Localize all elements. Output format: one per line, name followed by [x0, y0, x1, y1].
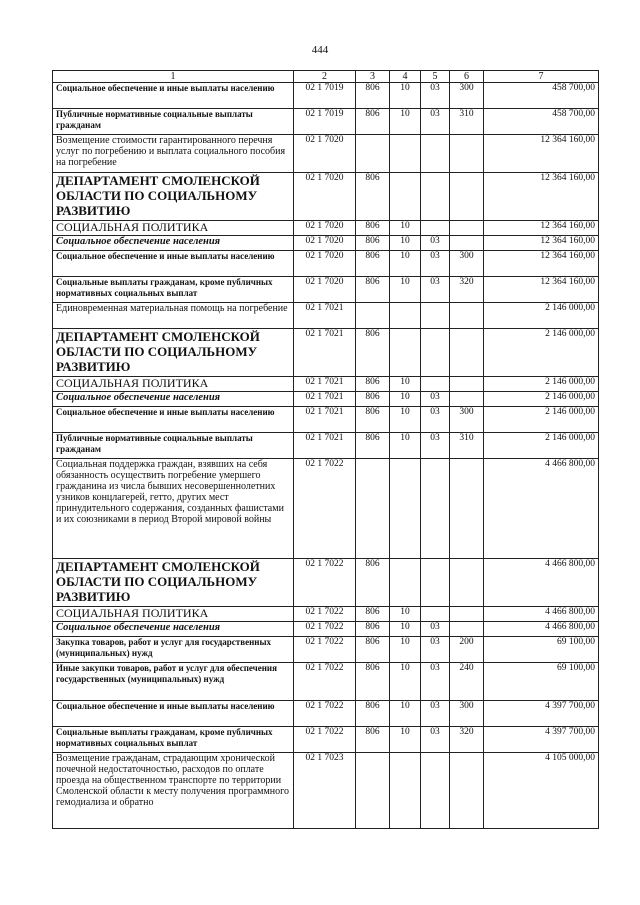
- table-row: [53, 303, 599, 329]
- row-subsection-cell: 03: [421, 251, 450, 277]
- row-ministry-cell: [356, 135, 390, 173]
- row-name-cell: Социальные выплаты гражданам, кроме публичных нормативных социальных выплат: [53, 277, 294, 303]
- table-row: [53, 559, 599, 607]
- row-amount-cell: 69 100,00: [484, 637, 599, 663]
- row-name-cell: ДЕПАРТАМЕНТ СМОЛЕНСКОЙ ОБЛАСТИ ПО СОЦИАЛЬНОМУ РАЗВИТИЮ: [53, 173, 294, 221]
- row-amount-cell: 69 100,00: [484, 663, 599, 701]
- table-row: [53, 727, 599, 753]
- row-ministry-cell: 806: [356, 109, 390, 135]
- row-section-cell: 10: [390, 109, 421, 135]
- row-ministry-cell: 806: [356, 727, 390, 753]
- row-code-cell: 02 1 7020: [294, 251, 356, 277]
- row-code-cell: 02 1 7022: [294, 622, 356, 637]
- row-amount-cell: 12 364 160,00: [484, 251, 599, 277]
- row-subsection-cell: 03: [421, 433, 450, 459]
- row-amount-cell: 4 397 700,00: [484, 701, 599, 727]
- row-name-cell: Социальное обеспечение населения: [53, 622, 294, 637]
- row-amount-cell: 4 466 800,00: [484, 622, 599, 637]
- row-section-cell: [390, 173, 421, 221]
- row-section-cell: [390, 559, 421, 607]
- row-code-cell: 02 1 7021: [294, 377, 356, 392]
- row-expense-type-cell: [450, 329, 484, 377]
- row-name-cell: СОЦИАЛЬНАЯ ПОЛИТИКА: [53, 377, 294, 392]
- row-amount-cell: 12 364 160,00: [484, 221, 599, 236]
- header-cell-subsection: 5: [421, 71, 450, 83]
- row-code-cell: 02 1 7021: [294, 303, 356, 329]
- page-number: 444: [311, 44, 329, 56]
- row-subsection-cell: 03: [421, 663, 450, 701]
- row-ministry-cell: 806: [356, 392, 390, 407]
- row-name-cell: Социальное обеспечение и иные выплаты населению: [53, 701, 294, 727]
- row-expense-type-cell: [450, 173, 484, 221]
- header-row: [53, 71, 599, 83]
- row-code-cell: 02 1 7020: [294, 221, 356, 236]
- header-cell-section: 4: [390, 71, 421, 83]
- row-section-cell: 10: [390, 83, 421, 109]
- row-expense-type-cell: [450, 459, 484, 559]
- row-subsection-cell: [421, 329, 450, 377]
- row-code-cell: 02 1 7022: [294, 663, 356, 701]
- row-name-cell: Публичные нормативные социальные выплаты гражданам: [53, 109, 294, 135]
- row-name-cell: ДЕПАРТАМЕНТ СМОЛЕНСКОЙ ОБЛАСТИ ПО СОЦИАЛЬНОМУ РАЗВИТИЮ: [53, 329, 294, 377]
- row-name-cell: Социальное обеспечение и иные выплаты населению: [53, 83, 294, 109]
- table-row: [53, 637, 599, 663]
- row-subsection-cell: 03: [421, 407, 450, 433]
- row-amount-cell: 12 364 160,00: [484, 236, 599, 251]
- table-row: [53, 277, 599, 303]
- row-subsection-cell: 03: [421, 83, 450, 109]
- row-name-cell: Иные закупки товаров, работ и услуг для обеспечения государственных (муниципальных) нужд: [53, 663, 294, 701]
- row-section-cell: 10: [390, 607, 421, 622]
- table-row: [53, 407, 599, 433]
- row-code-cell: 02 1 7022: [294, 727, 356, 753]
- row-name-cell: Социальная поддержка граждан, взявших на себя обязанность осуществить погребение умершего гражданина из числа бывших несовершеннолетних узников концлагерей, гетто, других мест принудительного содержания, созданных фашистами и их союзниками в период Второй мировой войны: [53, 459, 294, 559]
- row-ministry-cell: 806: [356, 607, 390, 622]
- row-expense-type-cell: [450, 392, 484, 407]
- row-code-cell: 02 1 7022: [294, 701, 356, 727]
- row-code-cell: 02 1 7022: [294, 559, 356, 607]
- header-cell-name: 1: [53, 71, 294, 83]
- table-row: [53, 173, 599, 221]
- row-amount-cell: 2 146 000,00: [484, 407, 599, 433]
- row-expense-type-cell: [450, 221, 484, 236]
- table-row: [53, 622, 599, 637]
- row-subsection-cell: [421, 135, 450, 173]
- row-section-cell: [390, 135, 421, 173]
- row-amount-cell: 12 364 160,00: [484, 277, 599, 303]
- row-amount-cell: 4 466 800,00: [484, 559, 599, 607]
- row-ministry-cell: 806: [356, 221, 390, 236]
- row-expense-type-cell: 310: [450, 433, 484, 459]
- row-name-cell: Возмещение гражданам, страдающим хронической почечной недостаточностью, расходов по оплате проезда на общественном транспорте по территории Смоленской области к месту получения программного гемодиализа и обратно: [53, 753, 294, 829]
- row-amount-cell: 2 146 000,00: [484, 377, 599, 392]
- row-expense-type-cell: [450, 753, 484, 829]
- row-section-cell: 10: [390, 622, 421, 637]
- row-amount-cell: 12 364 160,00: [484, 135, 599, 173]
- row-amount-cell: 4 466 800,00: [484, 459, 599, 559]
- row-ministry-cell: [356, 303, 390, 329]
- row-ministry-cell: 806: [356, 637, 390, 663]
- row-expense-type-cell: [450, 622, 484, 637]
- row-ministry-cell: [356, 753, 390, 829]
- budget-table: [52, 70, 599, 829]
- row-section-cell: 10: [390, 392, 421, 407]
- row-code-cell: 02 1 7019: [294, 109, 356, 135]
- row-ministry-cell: 806: [356, 251, 390, 277]
- row-section-cell: [390, 329, 421, 377]
- row-ministry-cell: 806: [356, 377, 390, 392]
- header-cell-expense-type: 6: [450, 71, 484, 83]
- row-ministry-cell: 806: [356, 277, 390, 303]
- row-expense-type-cell: 300: [450, 251, 484, 277]
- table-row: [53, 377, 599, 392]
- row-expense-type-cell: [450, 559, 484, 607]
- row-ministry-cell: [356, 459, 390, 559]
- table-row: [53, 392, 599, 407]
- row-subsection-cell: 03: [421, 622, 450, 637]
- row-subsection-cell: 03: [421, 701, 450, 727]
- row-name-cell: Закупка товаров, работ и услуг для государственных (муниципальных) нужд: [53, 637, 294, 663]
- row-expense-type-cell: 300: [450, 701, 484, 727]
- row-section-cell: 10: [390, 663, 421, 701]
- row-code-cell: 02 1 7020: [294, 277, 356, 303]
- row-name-cell: Социальное обеспечение и иные выплаты населению: [53, 251, 294, 277]
- row-amount-cell: 4 397 700,00: [484, 727, 599, 753]
- table-row: [53, 753, 599, 829]
- row-expense-type-cell: [450, 377, 484, 392]
- row-subsection-cell: [421, 303, 450, 329]
- row-ministry-cell: 806: [356, 236, 390, 251]
- table-row: [53, 433, 599, 459]
- row-code-cell: 02 1 7020: [294, 236, 356, 251]
- row-code-cell: 02 1 7021: [294, 392, 356, 407]
- row-section-cell: 10: [390, 727, 421, 753]
- table-row: [53, 663, 599, 701]
- row-name-cell: Возмещение стоимости гарантированного перечня услуг по погребению и выплата социального пособия на погребение: [53, 135, 294, 173]
- row-ministry-cell: 806: [356, 433, 390, 459]
- row-name-cell: Социальное обеспечение и иные выплаты населению: [53, 407, 294, 433]
- row-expense-type-cell: 300: [450, 83, 484, 109]
- row-amount-cell: 4 466 800,00: [484, 607, 599, 622]
- row-code-cell: 02 1 7019: [294, 83, 356, 109]
- table-row: [53, 701, 599, 727]
- row-amount-cell: 4 105 000,00: [484, 753, 599, 829]
- row-section-cell: 10: [390, 433, 421, 459]
- row-ministry-cell: 806: [356, 83, 390, 109]
- row-subsection-cell: [421, 377, 450, 392]
- table-row: [53, 109, 599, 135]
- row-section-cell: 10: [390, 637, 421, 663]
- table-row: [53, 221, 599, 236]
- row-code-cell: 02 1 7021: [294, 329, 356, 377]
- row-expense-type-cell: [450, 303, 484, 329]
- table-row: [53, 329, 599, 377]
- row-subsection-cell: 03: [421, 392, 450, 407]
- table-row: [53, 459, 599, 559]
- row-name-cell: Социальное обеспечение населения: [53, 392, 294, 407]
- row-expense-type-cell: 310: [450, 109, 484, 135]
- row-subsection-cell: [421, 607, 450, 622]
- row-code-cell: 02 1 7022: [294, 459, 356, 559]
- row-section-cell: 10: [390, 701, 421, 727]
- row-subsection-cell: [421, 459, 450, 559]
- row-subsection-cell: 03: [421, 236, 450, 251]
- row-subsection-cell: 03: [421, 637, 450, 663]
- row-section-cell: [390, 303, 421, 329]
- row-subsection-cell: 03: [421, 277, 450, 303]
- row-name-cell: Социальные выплаты гражданам, кроме публичных нормативных социальных выплат: [53, 727, 294, 753]
- row-name-cell: СОЦИАЛЬНАЯ ПОЛИТИКА: [53, 221, 294, 236]
- row-expense-type-cell: 240: [450, 663, 484, 701]
- row-name-cell: Единовременная материальная помощь на погребение: [53, 303, 294, 329]
- row-expense-type-cell: 320: [450, 727, 484, 753]
- row-code-cell: 02 1 7021: [294, 433, 356, 459]
- row-section-cell: 10: [390, 377, 421, 392]
- row-amount-cell: 2 146 000,00: [484, 433, 599, 459]
- row-ministry-cell: 806: [356, 622, 390, 637]
- row-amount-cell: 2 146 000,00: [484, 303, 599, 329]
- row-expense-type-cell: 200: [450, 637, 484, 663]
- row-subsection-cell: [421, 753, 450, 829]
- row-code-cell: 02 1 7023: [294, 753, 356, 829]
- row-subsection-cell: 03: [421, 109, 450, 135]
- row-name-cell: Социальное обеспечение населения: [53, 236, 294, 251]
- row-ministry-cell: 806: [356, 329, 390, 377]
- row-section-cell: 10: [390, 407, 421, 433]
- row-section-cell: [390, 459, 421, 559]
- header-cell-code: 2: [294, 71, 356, 83]
- row-ministry-cell: 806: [356, 173, 390, 221]
- row-section-cell: 10: [390, 236, 421, 251]
- row-amount-cell: 2 146 000,00: [484, 329, 599, 377]
- header-cell-ministry: 3: [356, 71, 390, 83]
- row-code-cell: 02 1 7020: [294, 173, 356, 221]
- row-name-cell: ДЕПАРТАМЕНТ СМОЛЕНСКОЙ ОБЛАСТИ ПО СОЦИАЛЬНОМУ РАЗВИТИЮ: [53, 559, 294, 607]
- row-subsection-cell: [421, 559, 450, 607]
- table-row: [53, 251, 599, 277]
- table-row: [53, 83, 599, 109]
- row-amount-cell: 458 700,00: [484, 109, 599, 135]
- table-row: [53, 236, 599, 251]
- row-amount-cell: 2 146 000,00: [484, 392, 599, 407]
- row-ministry-cell: 806: [356, 663, 390, 701]
- row-section-cell: 10: [390, 221, 421, 236]
- row-expense-type-cell: [450, 236, 484, 251]
- row-name-cell: СОЦИАЛЬНАЯ ПОЛИТИКА: [53, 607, 294, 622]
- row-section-cell: [390, 753, 421, 829]
- row-expense-type-cell: 320: [450, 277, 484, 303]
- row-subsection-cell: [421, 173, 450, 221]
- header-cell-amount: 7: [484, 71, 599, 83]
- row-code-cell: 02 1 7021: [294, 407, 356, 433]
- row-ministry-cell: 806: [356, 407, 390, 433]
- row-subsection-cell: [421, 221, 450, 236]
- row-subsection-cell: 03: [421, 727, 450, 753]
- row-ministry-cell: 806: [356, 701, 390, 727]
- row-expense-type-cell: [450, 135, 484, 173]
- row-section-cell: 10: [390, 251, 421, 277]
- row-expense-type-cell: 300: [450, 407, 484, 433]
- row-section-cell: 10: [390, 277, 421, 303]
- table-row: [53, 607, 599, 622]
- row-name-cell: Публичные нормативные социальные выплаты гражданам: [53, 433, 294, 459]
- row-amount-cell: 12 364 160,00: [484, 173, 599, 221]
- row-code-cell: 02 1 7022: [294, 637, 356, 663]
- row-code-cell: 02 1 7022: [294, 607, 356, 622]
- row-expense-type-cell: [450, 607, 484, 622]
- table-row: [53, 135, 599, 173]
- row-amount-cell: 458 700,00: [484, 83, 599, 109]
- row-ministry-cell: 806: [356, 559, 390, 607]
- row-code-cell: 02 1 7020: [294, 135, 356, 173]
